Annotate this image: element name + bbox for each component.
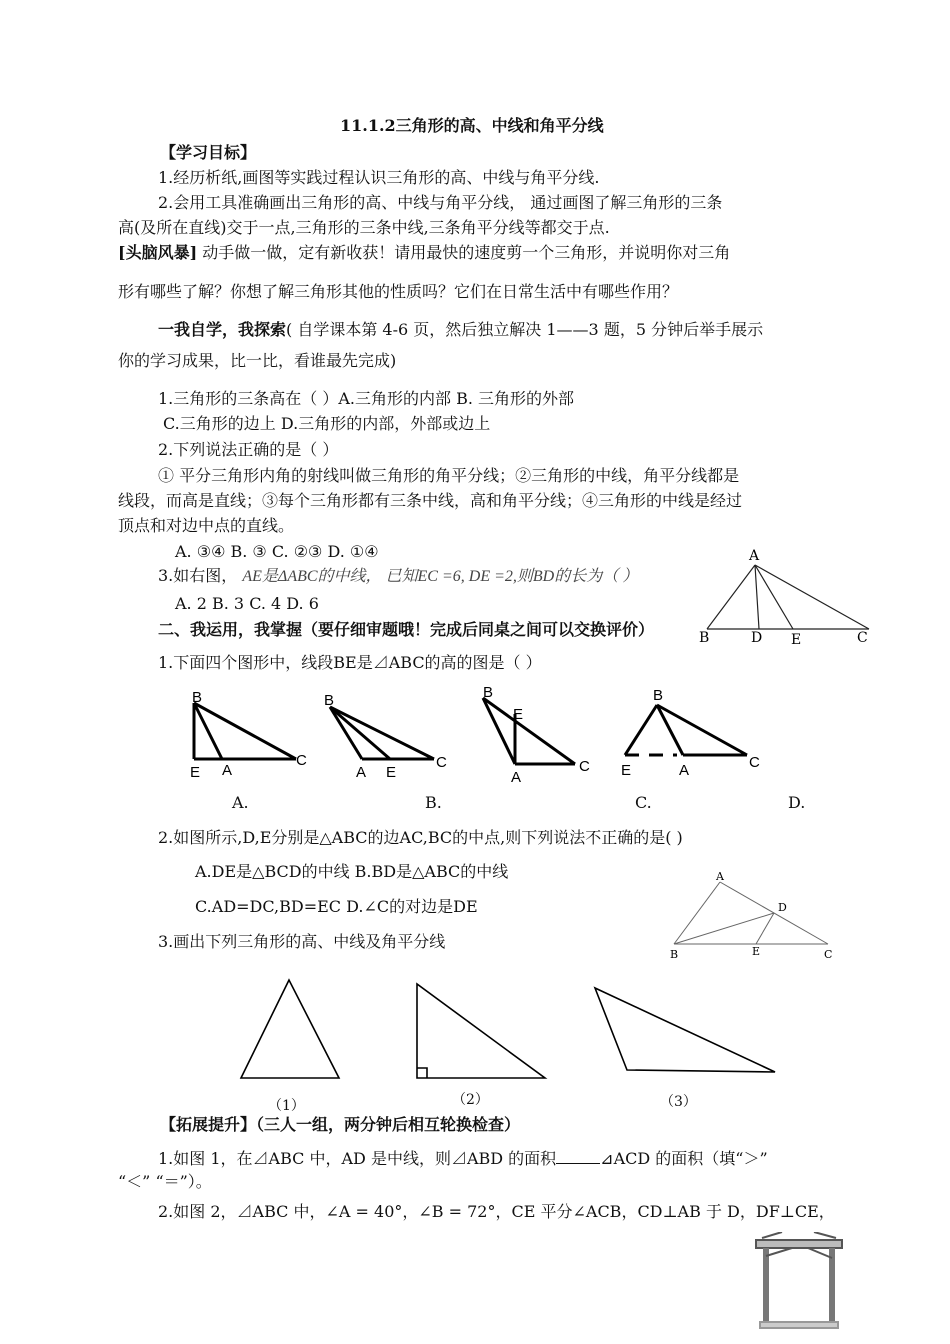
- triangle-3: [595, 988, 775, 1072]
- opt-d-label-c: C: [749, 754, 760, 771]
- s1-q3-line: [158, 566, 638, 587]
- s1-q1-line-2: C.三角形的边上 D.三角形的内部，外部或边上: [163, 414, 491, 433]
- fig2-label-c: C: [824, 948, 833, 961]
- opt-c-label-e: E: [513, 706, 524, 723]
- figure-option-a: [180, 685, 320, 785]
- s1-q3-options: A. 2 B. 3 C. 4 D. 6: [175, 594, 319, 613]
- segment-ae: [755, 565, 793, 629]
- ext-q1-line-2: “＜” “＝”）。: [118, 1172, 212, 1191]
- figure-option-b: [316, 685, 456, 785]
- opt-d-label-e: E: [621, 762, 632, 779]
- drawing-triangles: [235, 970, 805, 1090]
- opt-c-label-b: B: [483, 684, 494, 701]
- opt-b-label-a: A: [356, 764, 367, 781]
- ext-q1-blank[interactable]: [556, 1149, 600, 1164]
- ext-q1-line-1: [158, 1149, 768, 1169]
- brainstorm-text-a: 动手做一做，定有新收获！请用最快的速度剪一个三角形，并说明你对三角: [202, 243, 731, 262]
- page-title: 11.1.2三角形的高、中线和角平分线: [340, 116, 604, 135]
- s2-q3: 3.画出下列三角形的高、中线及角平分线: [158, 932, 446, 951]
- label-a: A: [749, 548, 760, 564]
- label-e: E: [791, 632, 802, 648]
- s1-q2-options: A. ③④ B. ③ C. ②③ D. ①④: [175, 542, 379, 561]
- s1-q2: 2.下列说法正确的是（ ）: [158, 440, 339, 459]
- segment-ad: [755, 565, 759, 629]
- brainstorm-line-2: 形有哪些了解？你想了解三角形其他的性质吗？它们在日常生活中有哪些作用？: [118, 282, 679, 301]
- triangle-caption-1: （1）: [268, 1098, 305, 1114]
- goal-2b: 高(及所在直线)交于一点,三角形的三条中线,三条角平分线等都交于点.: [118, 218, 610, 237]
- s2-q2: 2.如图所示,D,E分别是△ABC的边AC,BC的中点,则下列说法不正确的是( ): [158, 828, 683, 847]
- label-c: C: [857, 630, 868, 646]
- ext-q1-text-b: ⊿ACD 的面积（填“＞”: [600, 1149, 768, 1168]
- goal-2a: 2.会用工具准确画出三角形的高、中线与角平分线， 通过画图了解三角形的三条: [158, 193, 723, 212]
- fig2-label-a: A: [716, 870, 724, 883]
- figure-option-d: [615, 683, 770, 788]
- goals-heading: 【学习目标】: [160, 143, 257, 162]
- opt-d-label-b: B: [653, 687, 664, 704]
- ext-q1-text-a: 1.如图 1，在⊿ABC 中，AD 是中线，则⊿ABD 的面积: [158, 1149, 557, 1168]
- brainstorm-label: [头脑风暴]: [118, 243, 198, 262]
- opt-d-label-a: A: [679, 762, 690, 779]
- triangle-2: [417, 984, 545, 1078]
- s2-q2-line-a: A.DE是△BCD的中线 B.BD是△ABC的中线: [195, 862, 509, 881]
- right-angle-mark: [417, 1068, 427, 1078]
- opt-b-label-c: C: [436, 754, 447, 771]
- opt-a-label-b: B: [192, 689, 203, 706]
- opt-b-label-b: B: [324, 692, 335, 709]
- section1-intro-a: ( 自学课本第 4-6 页，然后独立解决 1——3 题，5 分钟后举手展示: [286, 320, 764, 339]
- option-b-caption: B.: [425, 793, 442, 812]
- section2-heading: 二、我运用，我掌握（要仔细审题哦！完成后同桌之间可以交换评价）: [158, 620, 655, 639]
- edge-ab: [707, 565, 755, 629]
- figure-option-c: [475, 680, 605, 790]
- goal-1: 1.经历析纸,画图等实践过程认识三角形的高、中线与角平分线.: [158, 168, 600, 187]
- s2-q1: 1.下面四个图形中，线段BE是⊿ABC的高的图是（ ）: [158, 653, 542, 672]
- triangle-caption-3: （3）: [660, 1094, 697, 1110]
- section1-intro-line-1: [158, 320, 763, 340]
- s1-q3-math: AE是ΔABC的中线， 已知EC =6, DE =2,则BD的长为（ ）: [242, 568, 639, 585]
- triangle-caption-2: （2）: [452, 1092, 489, 1108]
- option-c-caption: C.: [635, 793, 652, 812]
- section1-heading: 一我自学，我探索: [158, 320, 287, 339]
- figure-triangle-ade: [695, 543, 885, 653]
- extension-heading: 【拓展提升】（三人一组，两分钟后相互轮换检查）: [160, 1115, 521, 1134]
- brainstorm-line-1: [118, 243, 730, 263]
- s1-q3-prefix: 3.如右图，: [158, 566, 238, 585]
- section1-intro-line-2: 你的学习成果，比一比，看谁最先完成): [118, 351, 397, 370]
- figure-triangle-de: [660, 868, 840, 963]
- s1-q2-line-c: 顶点和对边中点的直线。: [118, 516, 295, 535]
- option-a-caption: A.: [232, 793, 249, 812]
- ext-q2: 2.如图 2，⊿ABC 中，∠A = 40°，∠B = 72°，CE 平分∠ACB，CD⊥AB 于 D，DF⊥CE，: [158, 1202, 835, 1221]
- s1-q2-line-a: ① 平分三角形内角的射线叫做三角形的角平分线；②三角形的中线，角平分线都是: [158, 466, 740, 485]
- opt-a-label-c: C: [296, 752, 307, 769]
- opt-a-label-a: A: [222, 762, 233, 779]
- s1-q2-line-b: 线段，而高是直线；③每个三角形都有三条中线，高和角平分线；④三角形的中线是经过: [118, 491, 743, 510]
- opt-b-label-e: E: [386, 764, 397, 781]
- frame-illustration: [752, 1232, 847, 1332]
- fig2-label-d: D: [778, 901, 787, 914]
- edge-ac: [755, 565, 869, 629]
- fig2-label-b: B: [670, 948, 679, 961]
- opt-c-label-c: C: [579, 758, 590, 775]
- opt-c-label-a: A: [511, 769, 522, 786]
- label-b: B: [699, 630, 710, 646]
- triangle-1: [241, 980, 339, 1078]
- label-d: D: [751, 630, 763, 646]
- s1-q1-line-1: 1.三角形的三条高在（ ）A.三角形的内部 B. 三角形的外部: [158, 389, 575, 408]
- fig2-label-e: E: [752, 945, 761, 958]
- opt-a-label-e: E: [190, 764, 201, 781]
- option-d-caption: D.: [788, 793, 806, 812]
- s2-q2-line-b: C.AD=DC,BD=EC D.∠C的对边是DE: [195, 897, 478, 916]
